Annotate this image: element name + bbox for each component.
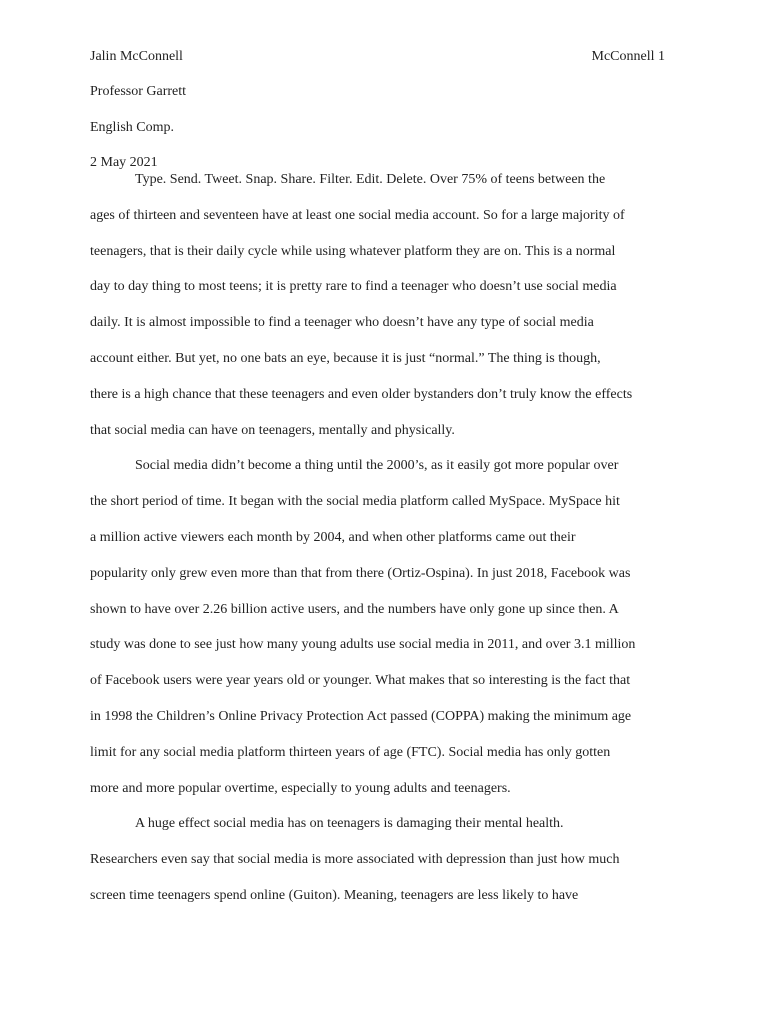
body-line: the short period of time. It began with the social media platform called MySpace. MySpace hit: [90, 494, 620, 510]
body-line: teenagers, that is their daily cycle while using whatever platform they are on. This is a normal: [90, 243, 616, 259]
page-number-label: McConnell 1: [591, 49, 665, 64]
body-line: in 1998 the Children’s Online Privacy Protection Act passed (COPPA) making the minimum age: [90, 709, 632, 724]
body-line: account either. But yet, no one bats an eye, because it is just “normal.” The thing is though,: [90, 351, 601, 366]
body-line: day to day thing to most teens; it is pretty rare to find a teenager who doesn’t use social media: [90, 279, 617, 295]
body-line: more and more popular overtime, especially to young adults and teenagers.: [90, 780, 511, 796]
body-line: shown to have over 2.26 billion active users, and the numbers have only gone up since then. A: [90, 601, 619, 617]
running-header: [90, 46, 665, 68]
professor-name: Professor Garrett: [90, 84, 187, 99]
body-line: ages of thirteen and seventeen have at least one social media account. So for a large majority of: [90, 207, 625, 223]
body-line: daily. It is almost impossible to find a teenager who doesn’t have any type of social media: [90, 315, 594, 331]
body-line: study was done to see just how many young adults use social media in 2011, and over 3.1 million: [90, 637, 636, 653]
author-name: Jalin McConnell: [90, 49, 183, 64]
body-line: that social media can have on teenagers, mentally and physically.: [90, 422, 455, 438]
body-line: popularity only grew even more than that from there (Ortiz-Ospina). In just 2018, Facebook was: [90, 565, 631, 581]
body-line: of Facebook users were year years old or younger. What makes that so interesting is the fact that: [90, 673, 631, 689]
body-line: limit for any social media platform thirteen years of age (FTC). Social media has only gotten: [90, 744, 611, 760]
body-line: A huge effect social media has on teenagers is damaging their mental health.: [135, 816, 564, 832]
body-line: Researchers even say that social media is more associated with depression than just how much: [90, 852, 620, 868]
body-line: Type. Send. Tweet. Snap. Share. Filter. Edit. Delete. Over 75% of teens between the: [135, 172, 606, 187]
essay-date: 2 May 2021: [90, 155, 158, 170]
body-line: Social media didn’t become a thing until the 2000’s, as it easily got more popular over: [135, 458, 619, 474]
body-line: there is a high chance that these teenagers and even older bystanders don’t truly know the effects: [90, 386, 633, 402]
course-name: English Comp.: [90, 120, 175, 135]
body-line: a million active viewers each month by 2004, and when other platforms came out their: [90, 530, 576, 545]
body-line: screen time teenagers spend online (Guiton). Meaning, teenagers are less likely to have: [90, 888, 579, 903]
